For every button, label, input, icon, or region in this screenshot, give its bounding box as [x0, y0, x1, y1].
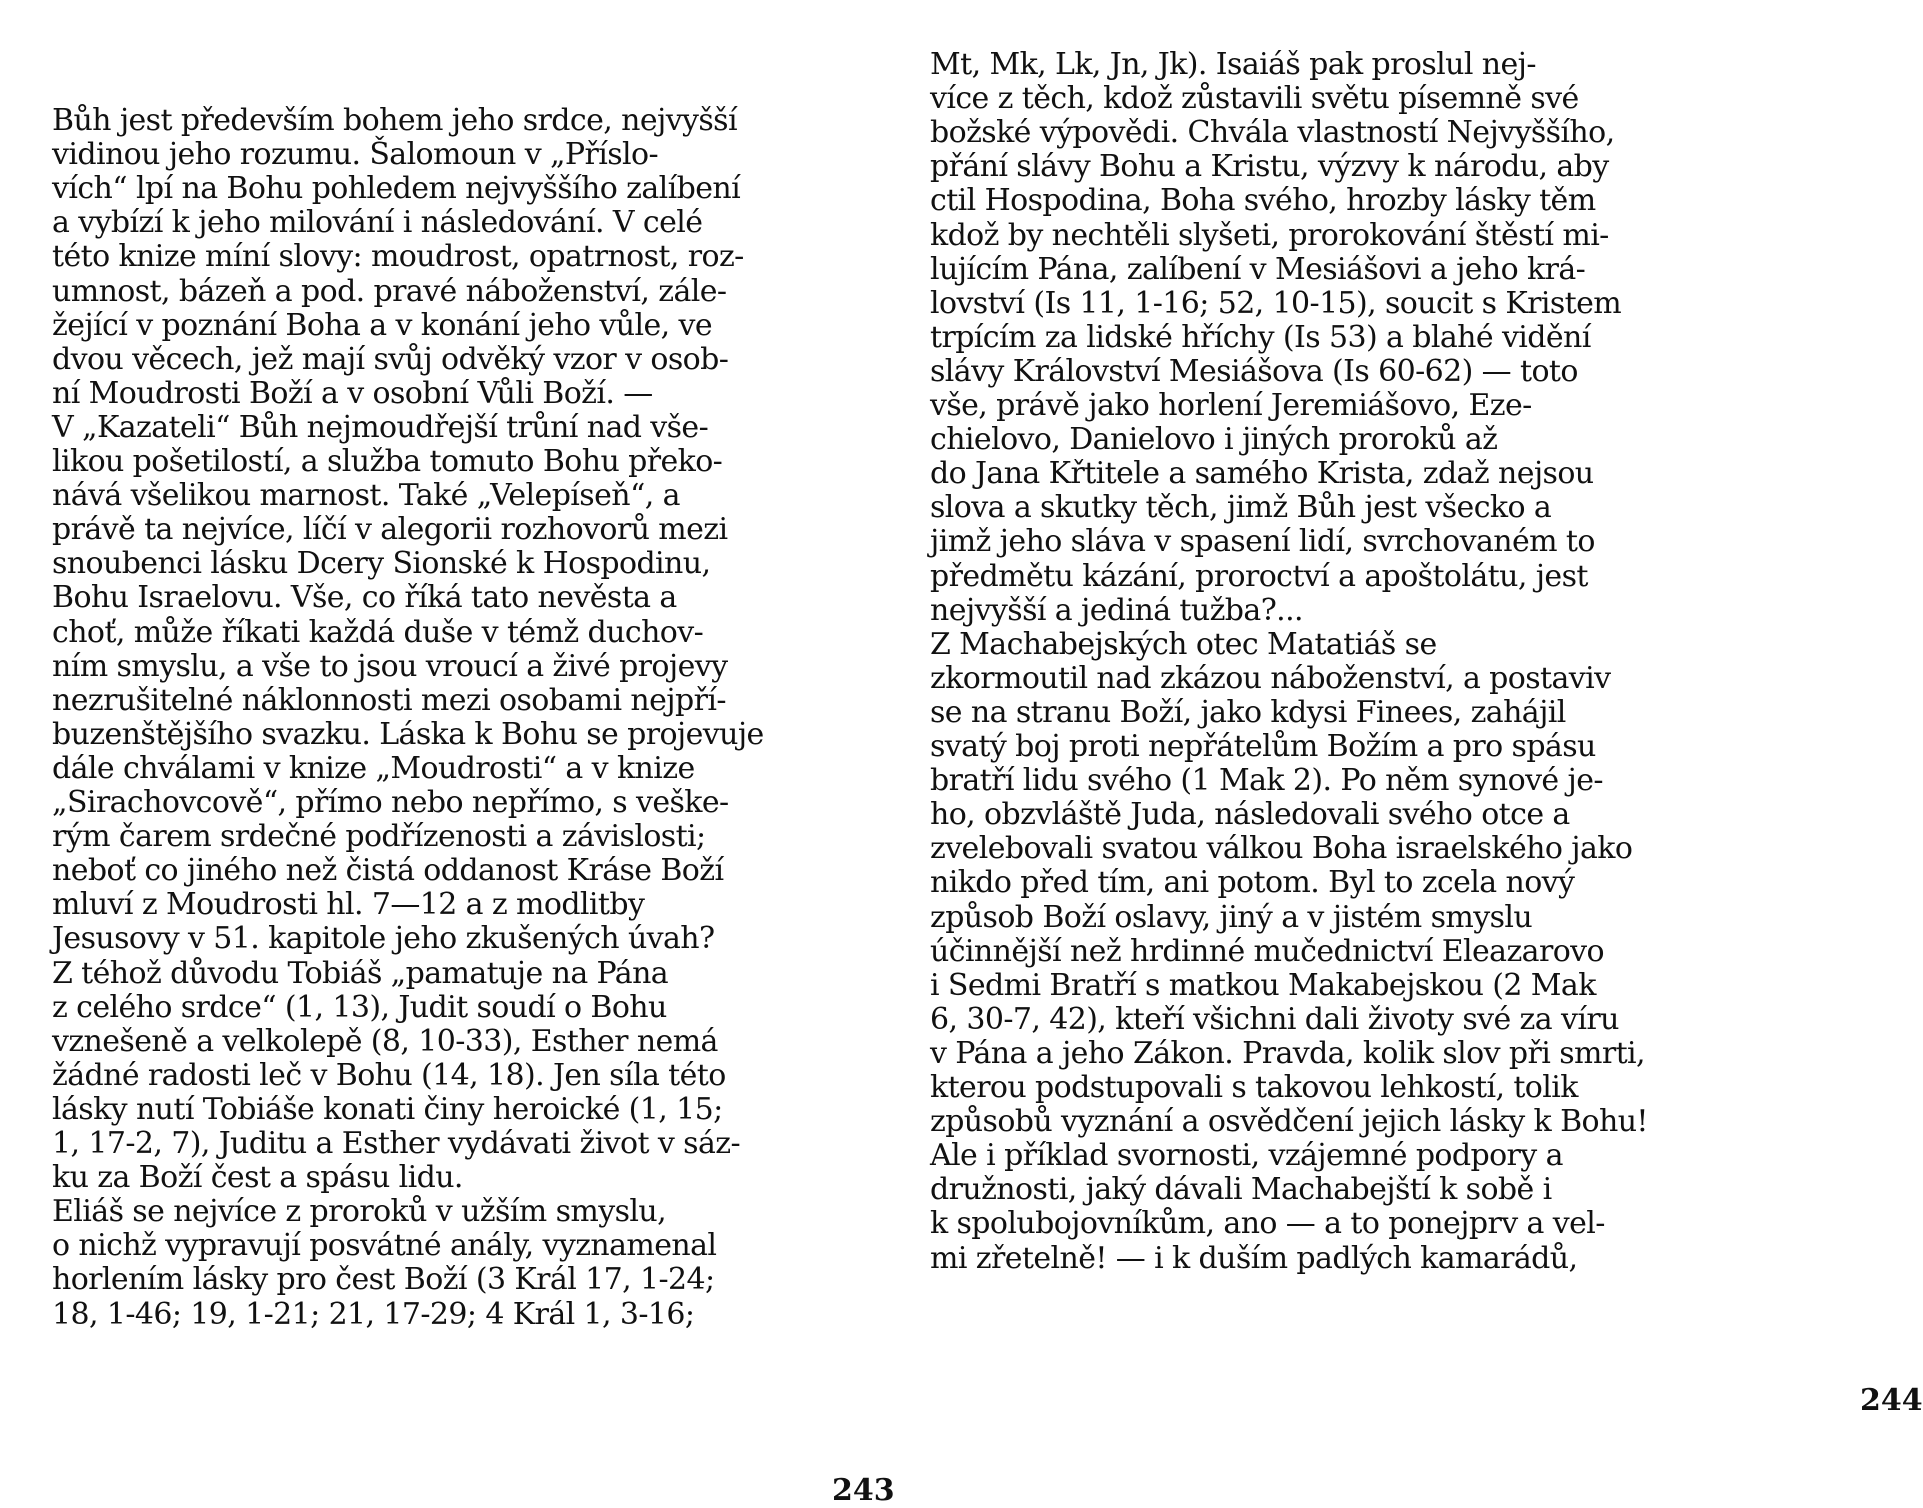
text-line: Z téhož důvodu Tobiáš „pamatuje na Pána [52, 955, 669, 991]
text-line: způsob Boží oslavy, jiný a v jistém smyslu [930, 899, 1533, 935]
text-line: účinnější než hrdinné mučednictví Eleazarovo [930, 933, 1604, 969]
text-line: nává všelikou marnost. Také „Velepíseň“, a [52, 478, 680, 514]
text-line: „Sirachovcově“, přímo nebo nepřímo, s veške- [52, 785, 729, 820]
text-line: nikdo před tím, ani potom. Byl to zcela nový [930, 865, 1575, 901]
text-line: více z těch, kdož zůstavili světu písemně své [930, 81, 1579, 117]
text-line: bratří lidu svého (1 Mak 2). Po něm synové je- [930, 763, 1603, 799]
text-line: choť, může říkati každá duše v témž duchov- [52, 614, 704, 650]
text-line: 6, 30-7, 42), kteří všichni dali životy své za víru [930, 1001, 1619, 1037]
text-line: nejvyšší a jediná tužba?... [930, 592, 1303, 628]
text-line: zkormoutil nad zkázou náboženství, a postaviv [930, 660, 1611, 696]
text-line: této knize míní slovy: moudrost, opatrnost, roz- [52, 239, 744, 275]
text-line: vidinou jeho rozumu. Šalomoun v „Příslo- [52, 137, 659, 173]
text-line: mluví z Moudrosti hl. 7—12 a z modlitby [52, 887, 645, 923]
text-line: ním smyslu, a vše to jsou vroucí a živé projevy [52, 648, 728, 684]
text-line: neboť co jiného než čistá oddanost Kráse Boží [52, 853, 724, 889]
text-line: o nichž vypravují posvátné anály, vyznamenal [52, 1228, 717, 1264]
text-line: zvelebovali svatou válkou Boha israelského jako [930, 831, 1633, 867]
text-line: V „Kazateli“ Bůh nejmoudřejší trůní nad vše- [52, 409, 709, 445]
text-line: mi zřetelně! — i k duším padlých kamarádů, [930, 1240, 1578, 1276]
text-line: dvou věcech, jež mají svůj odvěký vzor v osob- [52, 341, 729, 377]
text-line: Z Machabejských otec Matatiáš se [930, 626, 1437, 662]
text-line: likou pošetilostí, a služba tomuto Bohu překo- [52, 444, 723, 479]
text-line: kterou podstupovali s takovou lehkostí, tolik [930, 1070, 1578, 1105]
text-line: k spolubojovníkům, ano — a to ponejprv a vel- [930, 1206, 1605, 1242]
text-line: i Sedmi Bratří s matkou Makabejskou (2 Mak [930, 967, 1596, 1003]
text-line: jimž jeho sláva v spasení lidí, svrchovaném to [930, 524, 1595, 560]
text-line: Ale i příklad svornosti, vzájemné podpory a [930, 1138, 1563, 1174]
text-line: svatý boj proti nepřátelům Božím a pro spásu [930, 729, 1596, 764]
text-line: lujícím Pána, zalíbení v Mesiášovi a jeho krá- [930, 251, 1586, 287]
text-line: vznešeně a velkolepě (8, 10-33), Esther nemá [52, 1023, 718, 1059]
page-number-left: 243 [832, 1473, 895, 1508]
text-line: Bůh jest především bohem jeho srdce, nejvyšší [52, 103, 737, 138]
text-line: slávy Království Mesiášova (Is 60-62) — toto [930, 353, 1578, 389]
text-line: umnost, bázeň a pod. pravé náboženství, zále- [52, 273, 727, 309]
text-line: dále chválami v knize „Moudrosti“ a v knize [52, 750, 695, 786]
text-line: kdož by nechtěli slyšeti, prorokování štěstí mi- [930, 217, 1609, 253]
text-line: vích“ lpí na Bohu pohledem nejvyššího zalíbení [52, 171, 741, 207]
page-number-right: 244 [1860, 1383, 1923, 1418]
text-line: božské výpovědi. Chvála vlastností Nejvyššího, [930, 115, 1615, 151]
text-line: z celého srdce“ (1, 13), Judit soudí o Bohu [52, 989, 667, 1025]
text-line: vše, právě jako horlení Jeremiášovo, Eze- [930, 388, 1532, 423]
text-line: přání slávy Bohu a Kristu, výzvy k národu, aby [930, 149, 1609, 185]
text-line: snoubenci lásku Dcery Sionské k Hospodinu, [52, 546, 711, 582]
text-line: způsobů vyznání a osvědčení jejich lásky k Bohu! [930, 1104, 1648, 1140]
text-line: horlením lásky pro čest Boží (3 Král 17, 1-24; [52, 1262, 715, 1298]
text-line: Mt, Mk, Lk, Jn, Jk). Isaiáš pak proslul nej- [930, 47, 1536, 82]
text-line: a vybízí k jeho milování i následování. V celé [52, 205, 703, 241]
text-line: ho, obzvláště Juda, následovali svého otce a [930, 797, 1570, 833]
text-line: rým čarem srdečné podřízenosti a závislosti; [52, 819, 706, 855]
text-line: Bohu Israelovu. Vše, co říká tato nevěsta a [52, 580, 677, 616]
text-line: se na stranu Boží, jako kdysi Finees, zahájil [930, 694, 1566, 730]
text-line: Jesusovy v 51. kapitole jeho zkušených úvah? [52, 921, 715, 957]
text-line: lovství (Is 11, 1-16; 52, 10-15), soucit s Kristem [930, 285, 1622, 321]
text-line: do Jana Křtitele a samého Krista, zdaž nejsou [930, 456, 1594, 492]
text-line: ku za Boží čest a spásu lidu. [52, 1160, 463, 1196]
text-line: trpícím za lidské hříchy (Is 53) a blahé vidění [930, 319, 1591, 355]
text-line: buzenštějšího svazku. Láska k Bohu se projevuje [52, 716, 764, 752]
text-line: 1, 17-2, 7), Juditu a Esther vydávati život v sáz- [52, 1126, 740, 1161]
text-line: družnosti, jaký dávali Machabejští k sobě i [930, 1172, 1552, 1208]
text-line: 18, 1-46; 19, 1-21; 21, 17-29; 4 Král 1, 3-16; [52, 1296, 695, 1332]
text-line: slova a skutky těch, jimž Bůh jest všecko a [930, 490, 1552, 526]
text-line: v Pána a jeho Zákon. Pravda, kolik slov při smrti, [930, 1035, 1645, 1071]
text-line: žející v poznání Boha a v konání jeho vůle, ve [52, 307, 713, 343]
text-line: žádné radosti leč v Bohu (14, 18). Jen síla této [52, 1057, 726, 1093]
text-line: nezrušitelné náklonnosti mezi osobami nejpří- [52, 682, 726, 718]
text-line: lásky nutí Tobiáše konati činy heroické (1, 15; [52, 1091, 723, 1127]
left-page [52, 0, 895, 1508]
text-line: právě ta nejvíce, líčí v alegorii rozhovorů mezi [52, 512, 728, 548]
text-line: předmětu kázání, proroctví a apoštolátu, jest [930, 558, 1588, 594]
text-line: ctil Hospodina, Boha svého, hrozby lásky těm [930, 183, 1596, 219]
right-page [930, 0, 1923, 1500]
text-line: chielovo, Danielovo i jiných proroků až [930, 422, 1498, 458]
text-line: Eliáš se nejvíce z proroků v užším smyslu, [52, 1194, 667, 1230]
text-line: ní Moudrosti Boží a v osobní Vůli Boží. — [52, 375, 653, 411]
